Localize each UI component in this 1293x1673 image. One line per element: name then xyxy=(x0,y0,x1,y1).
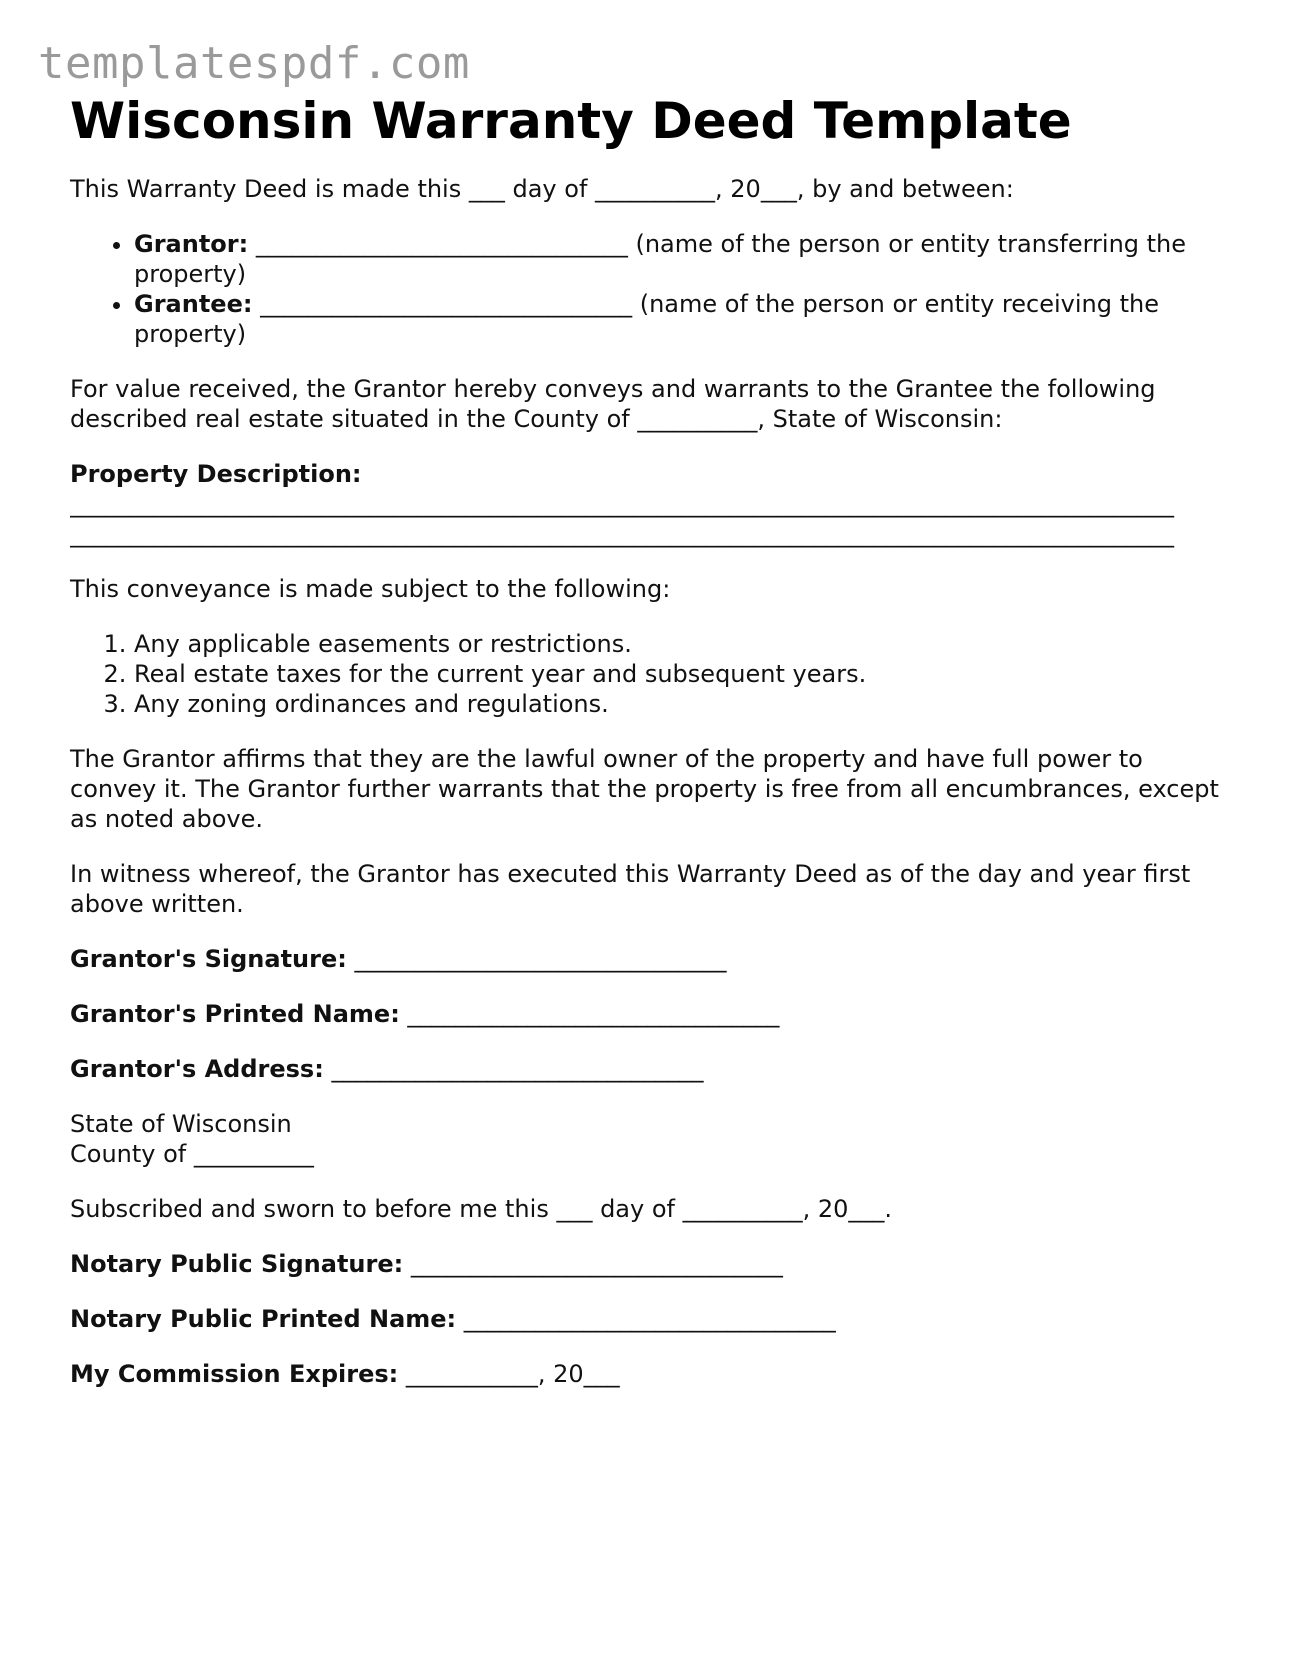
name-blank: _______________________________ xyxy=(456,1305,836,1333)
intro-paragraph: This Warranty Deed is made this ___ day of __________, 20___, by and between: xyxy=(70,175,1014,203)
date-blank: ___________, 20___ xyxy=(398,1360,620,1388)
watermark: templatespdf.com xyxy=(38,38,470,89)
grantee-label: Grantee: xyxy=(134,290,253,318)
county-line: County of __________ xyxy=(70,1140,314,1168)
parties-list xyxy=(70,229,1230,349)
field-label: Grantor's Printed Name: xyxy=(70,1000,400,1028)
notary-printed-name-field xyxy=(70,1304,1230,1334)
field-label: Notary Public Signature: xyxy=(70,1250,404,1278)
document-body xyxy=(70,88,1230,1389)
signature-blank: _______________________________ xyxy=(346,945,727,973)
grantee-blank: _______________________________ (name of the person or entity receiving the property) xyxy=(134,290,1159,348)
document-title: Wisconsin Warranty Deed Template xyxy=(70,92,1072,150)
field-label: Grantor's Signature: xyxy=(70,945,347,973)
notary-signature-field xyxy=(70,1249,1230,1279)
condition-item: 2. Real estate taxes for the current year and subsequent years. xyxy=(134,659,1230,689)
address-blank: _______________________________ xyxy=(323,1055,704,1083)
condition-item: 3. Any zoning ordinances and regulations. xyxy=(134,689,1230,719)
conditions-list xyxy=(70,629,1230,719)
sworn-line: Subscribed and sworn to before me this ___ day of __________, 20___. xyxy=(70,1195,893,1223)
condition-item: 1. Any applicable easements or restrictions. xyxy=(134,629,1230,659)
field-label: Notary Public Printed Name: xyxy=(70,1305,457,1333)
grantor-item xyxy=(134,229,1230,289)
grantor-blank: _______________________________ (name of the person or entity transferring the property) xyxy=(134,230,1187,288)
conveyance-paragraph: For value received, the Grantor hereby conveys and warrants to the Grantee the following described real estate situated in the County of __________, State of Wisconsin: xyxy=(70,375,1156,433)
property-description-line: ____________________________________________________________________________________________ xyxy=(70,520,1174,548)
field-label: My Commission Expires: xyxy=(70,1360,399,1388)
signature-blank: _______________________________ xyxy=(403,1250,783,1278)
field-label: Grantor's Address: xyxy=(70,1055,324,1083)
affirmation-paragraph: The Grantor affirms that they are the lawful owner of the property and have full power to convey it. The Grantor further warrants that the property is free from all encumbrances, except as noted above. xyxy=(70,745,1219,833)
commission-expires-field xyxy=(70,1359,1230,1389)
property-description-heading: Property Description: xyxy=(70,460,362,488)
grantor-address-field xyxy=(70,1054,1230,1084)
grantor-signature-field xyxy=(70,944,1230,974)
grantor-printed-name-field xyxy=(70,999,1230,1029)
subject-intro: This conveyance is made subject to the following: xyxy=(70,575,671,603)
name-blank: _______________________________ xyxy=(399,1000,780,1028)
grantor-label: Grantor: xyxy=(134,230,249,258)
property-description-line: ____________________________________________________________________________________________ xyxy=(70,490,1174,518)
state-line: State of Wisconsin xyxy=(70,1110,292,1138)
property-description-label xyxy=(70,459,1230,489)
witness-paragraph: In witness whereof, the Grantor has executed this Warranty Deed as of the day and year first above written. xyxy=(70,860,1191,918)
grantee-item xyxy=(134,289,1230,349)
